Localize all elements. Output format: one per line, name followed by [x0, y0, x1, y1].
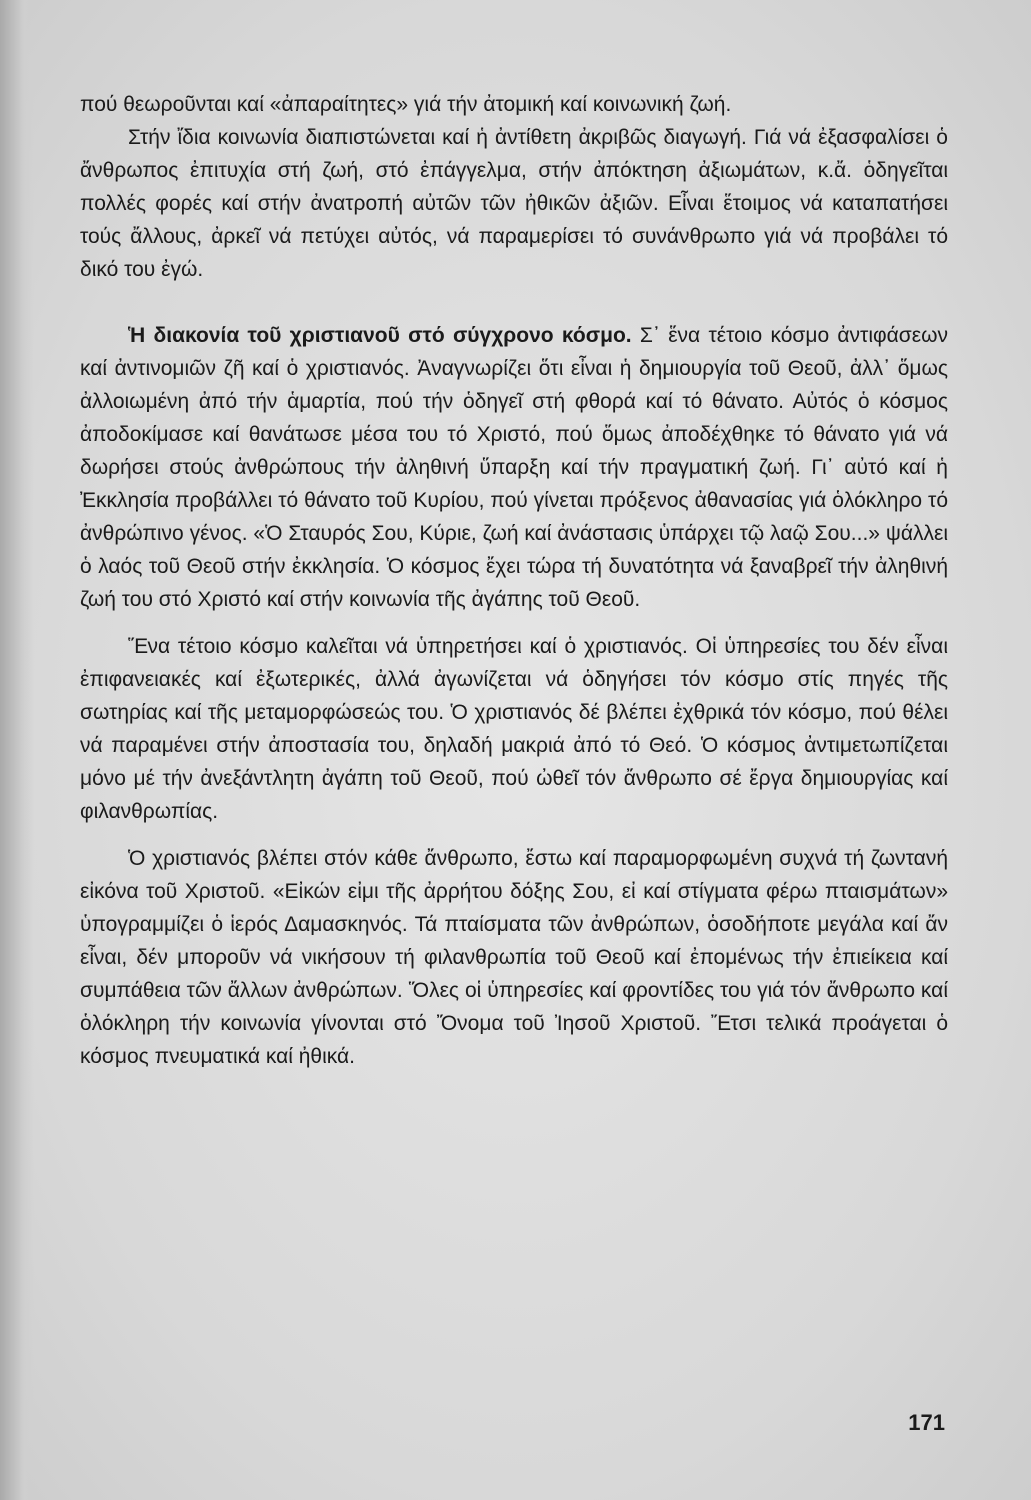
paragraph-2	[80, 121, 948, 286]
body-text	[80, 88, 948, 1073]
paragraph-4-text: Ἕνα τέτοιο κόσμο καλεῖται νά ὑπηρετήσει καί ὁ χριστιανός. Οἱ ὑπηρεσίες του δέν εἶναι ἐπιφανειακές καί ἐξωτερικές, ἀλλά ἀγωνίζεται νά ὁδηγήσει τόν κόσμο στίς πηγές τῆς σωτηρίας καί τῆς μεταμορφώσεώς του. Ὁ χριστιανός δέ βλέπει ἐχθρικά τόν κόσμο, πού θέλει νά παραμένει στήν ἀποστασία του, δηλαδή μακριά ἀπό τό Θεό. Ὁ κόσμος ἀντιμετωπίζεται μόνο μέ τήν ἀνεξάντλητη ἀγάπη τοῦ Θεοῦ, πού ὠθεῖ τόν ἄνθρωπο σέ ἔργα δημιουργίας καί φιλανθρωπίας.	[80, 635, 948, 823]
paragraph-2-text: Στήν ἴδια κοινωνία διαπιστώνεται καί ἡ ἀντίθετη ἀκριβῶς διαγωγή. Γιά νά ἐξασφαλίσει ὁ ἄνθρωπος ἐπιτυχία στή ζωή, στό ἐπάγγελμα, στήν ἀπόκτηση ἀξιωμάτων, κ.ἄ. ὁδηγεῖται πολλές φορές καί στήν ἀνατροπή αὐτῶν τῶν ἠθικῶν ἀξιῶν. Εἶναι ἕτοιμος νά καταπατήσει τούς ἄλλους, ἀρκεῖ νά πετύχει αὐτός, νά παραμερίσει τό συνάνθρωπο γιά νά προβάλει τό δικό του ἐγώ.	[80, 126, 948, 281]
section-heading: Ἡ διακονία τοῦ χριστιανοῦ στό σύγχρονο κόσμο.	[128, 324, 632, 347]
paragraph-5-text: Ὁ χριστιανός βλέπει στόν κάθε ἄνθρωπο, ἔστω καί παραμορφωμένη συχνά τή ζωντανή εἰκόνα τοῦ Χριστοῦ. «Εἰκών εἰμι τῆς ἀρρήτου δόξης Σου, εἰ καί στίγματα φέρω πταισμάτων» ὑπογραμμίζει ὁ ἱερός Δαμασκηνός. Τά πταίσματα τῶν ἀνθρώπων, ὁσοδήποτε μεγάλα καί ἄν εἶναι, δέν μποροῦν νά νικήσουν τή φιλανθρωπία τοῦ Θεοῦ καί ἐπομένως τήν ἐπιείκεια καί συμπάθεια τῶν ἄλλων ἀνθρώπων. Ὅλες οἱ ὑπηρεσίες καί φροντίδες του γιά τόν ἄνθρωπο καί ὁλόκληρη τήν κοινωνία γίνονται στό Ὄνομα τοῦ Ἰησοῦ Χριστοῦ. Ἔτσι τελικά προάγεται ὁ κόσμος πνευματικά καί ἠθικά.	[80, 847, 948, 1068]
page-spine-shadow	[0, 0, 34, 1500]
page-number: 171	[908, 1410, 945, 1435]
paragraph-4	[80, 630, 948, 828]
paragraph-5	[80, 842, 948, 1073]
paragraph-1-text: πού θεωροῦνται καί «ἀπαραίτητες» γιά τήν ἀτομική καί κοινωνική ζωή.	[80, 93, 732, 116]
paragraph-1	[80, 88, 948, 121]
paragraph-3-text: Σ᾽ ἕνα τέτοιο κόσμο ἀντιφάσεων καί ἀντινομιῶν ζῆ καί ὁ χριστιανός. Ἀναγνωρίζει ὅτι εἶναι ἡ δημιουργία τοῦ Θεοῦ, ἀλλ᾽ ὅμως ἀλλοιωμένη ἀπό τήν ἁμαρτία, πού τήν ὁδηγεῖ στή φθορά καί τό θάνατο. Αὐτός ὁ κόσμος ἀποδοκίμασε καί θανάτωσε μέσα του τό Χριστό, πού ὅμως ἀποδέχθηκε τό θάνατο γιά νά δωρήσει στούς ἀνθρώπους τήν ἀληθινή ὕπαρξη καί τήν πραγματική ζωή. Γι᾽ αὐτό καί ἡ Ἐκκλησία προβάλλει τό θάνατο τοῦ Κυρίου, πού γίνεται πρόξενος ἀθανασίας γιά ὁλόκληρο τό ἀνθρώπινο γένος. «Ὁ Σταυρός Σου, Κύριε, ζωή καί ἀνάστασις ὑπάρχει τῷ λαῷ Σου...» ψάλλει ὁ λαός τοῦ Θεοῦ στήν ἐκκλησία. Ὁ κόσμος ἔχει τώρα τή δυνατότητα νά ξαναβρεῖ τήν ἀληθινή ζωή του στό Χριστό καί στήν κοινωνία τῆς ἀγάπης τοῦ Θεοῦ.	[80, 324, 948, 611]
paragraph-3	[80, 319, 948, 616]
